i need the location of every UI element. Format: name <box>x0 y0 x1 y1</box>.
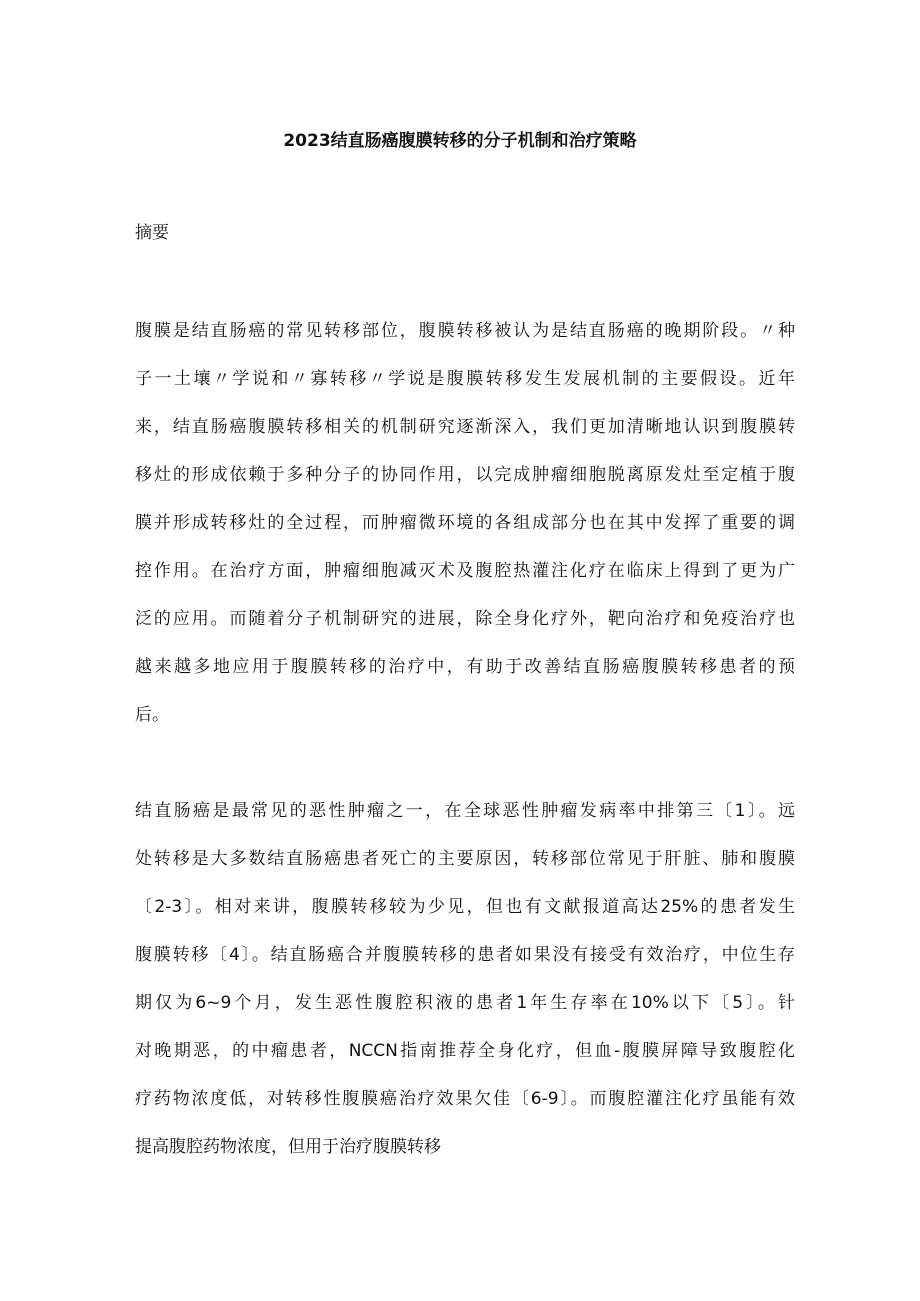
paragraph-line: 腹膜是结直肠癌的常见转移部位，腹膜转移被认为是结直肠癌的晚期阶段。〃种 <box>135 321 795 341</box>
abstract-paragraph <box>135 318 795 750</box>
paragraph-line: 后。 <box>135 705 169 725</box>
paragraph-line: 结直肠癌是最常见的恶性肿瘤之一，在全球恶性肿瘤发病率中排第三〔1〕。远 <box>135 801 795 821</box>
paragraph-line: 泛的应用。而随着分子机制研究的进展，除全身化疗外，靶向治疗和免疫治疗也 <box>135 609 795 629</box>
paragraph-line: 期仅为6~9个月，发生恶性腹腔积液的患者1年生存率在10%以下〔5〕。针 <box>135 993 795 1013</box>
paragraph-line: 对晚期恶，的中瘤患者，NCCN指南推荐全身化疗，但血-腹膜屏障导致腹腔化 <box>135 1041 795 1061</box>
paragraph-line: 膜并形成转移灶的全过程，而肿瘤微环境的各组成部分也在其中发挥了重要的调 <box>135 513 795 533</box>
document-title: 2023结直肠癌腹膜转移的分子机制和治疗策略 <box>283 131 637 151</box>
body-paragraph <box>135 798 795 1182</box>
paragraph-line: 子一土壤〃学说和〃寡转移〃学说是腹膜转移发生发展机制的主要假设。近年 <box>135 369 795 389</box>
paragraph-line: 提高腹腔药物浓度，但用于治疗腹膜转移 <box>135 1137 441 1157</box>
paragraph-line: 控作用。在治疗方面，肿瘤细胞减灭术及腹腔热灌注化疗在临床上得到了更为广 <box>135 561 795 581</box>
paragraph-line: 移灶的形成依赖于多种分子的协同作用，以完成肿瘤细胞脱离原发灶至定植于腹 <box>135 465 795 485</box>
paragraph-line: 〔2-3〕。相对来讲，腹膜转移较为少见，但也有文献报道高达25%的患者发生 <box>135 897 795 917</box>
paragraph-line: 处转移是大多数结直肠癌患者死亡的主要原因，转移部位常见于肝脏、肺和腹膜 <box>135 849 795 869</box>
paragraph-line: 越来越多地应用于腹膜转移的治疗中，有助于改善结直肠癌腹膜转移患者的预 <box>135 657 795 677</box>
paragraph-line: 腹膜转移〔4〕。结直肠癌合并腹膜转移的患者如果没有接受有效治疗，中位生存 <box>135 945 795 965</box>
paragraph-line: 来，结直肠癌腹膜转移相关的机制研究逐渐深入，我们更加清晰地认识到腹膜转 <box>135 417 795 437</box>
abstract-heading: 摘要 <box>135 223 169 243</box>
paragraph-line: 疗药物浓度低，对转移性腹膜癌治疗效果欠佳〔6-9〕。而腹腔灌注化疗虽能有效 <box>135 1089 795 1109</box>
